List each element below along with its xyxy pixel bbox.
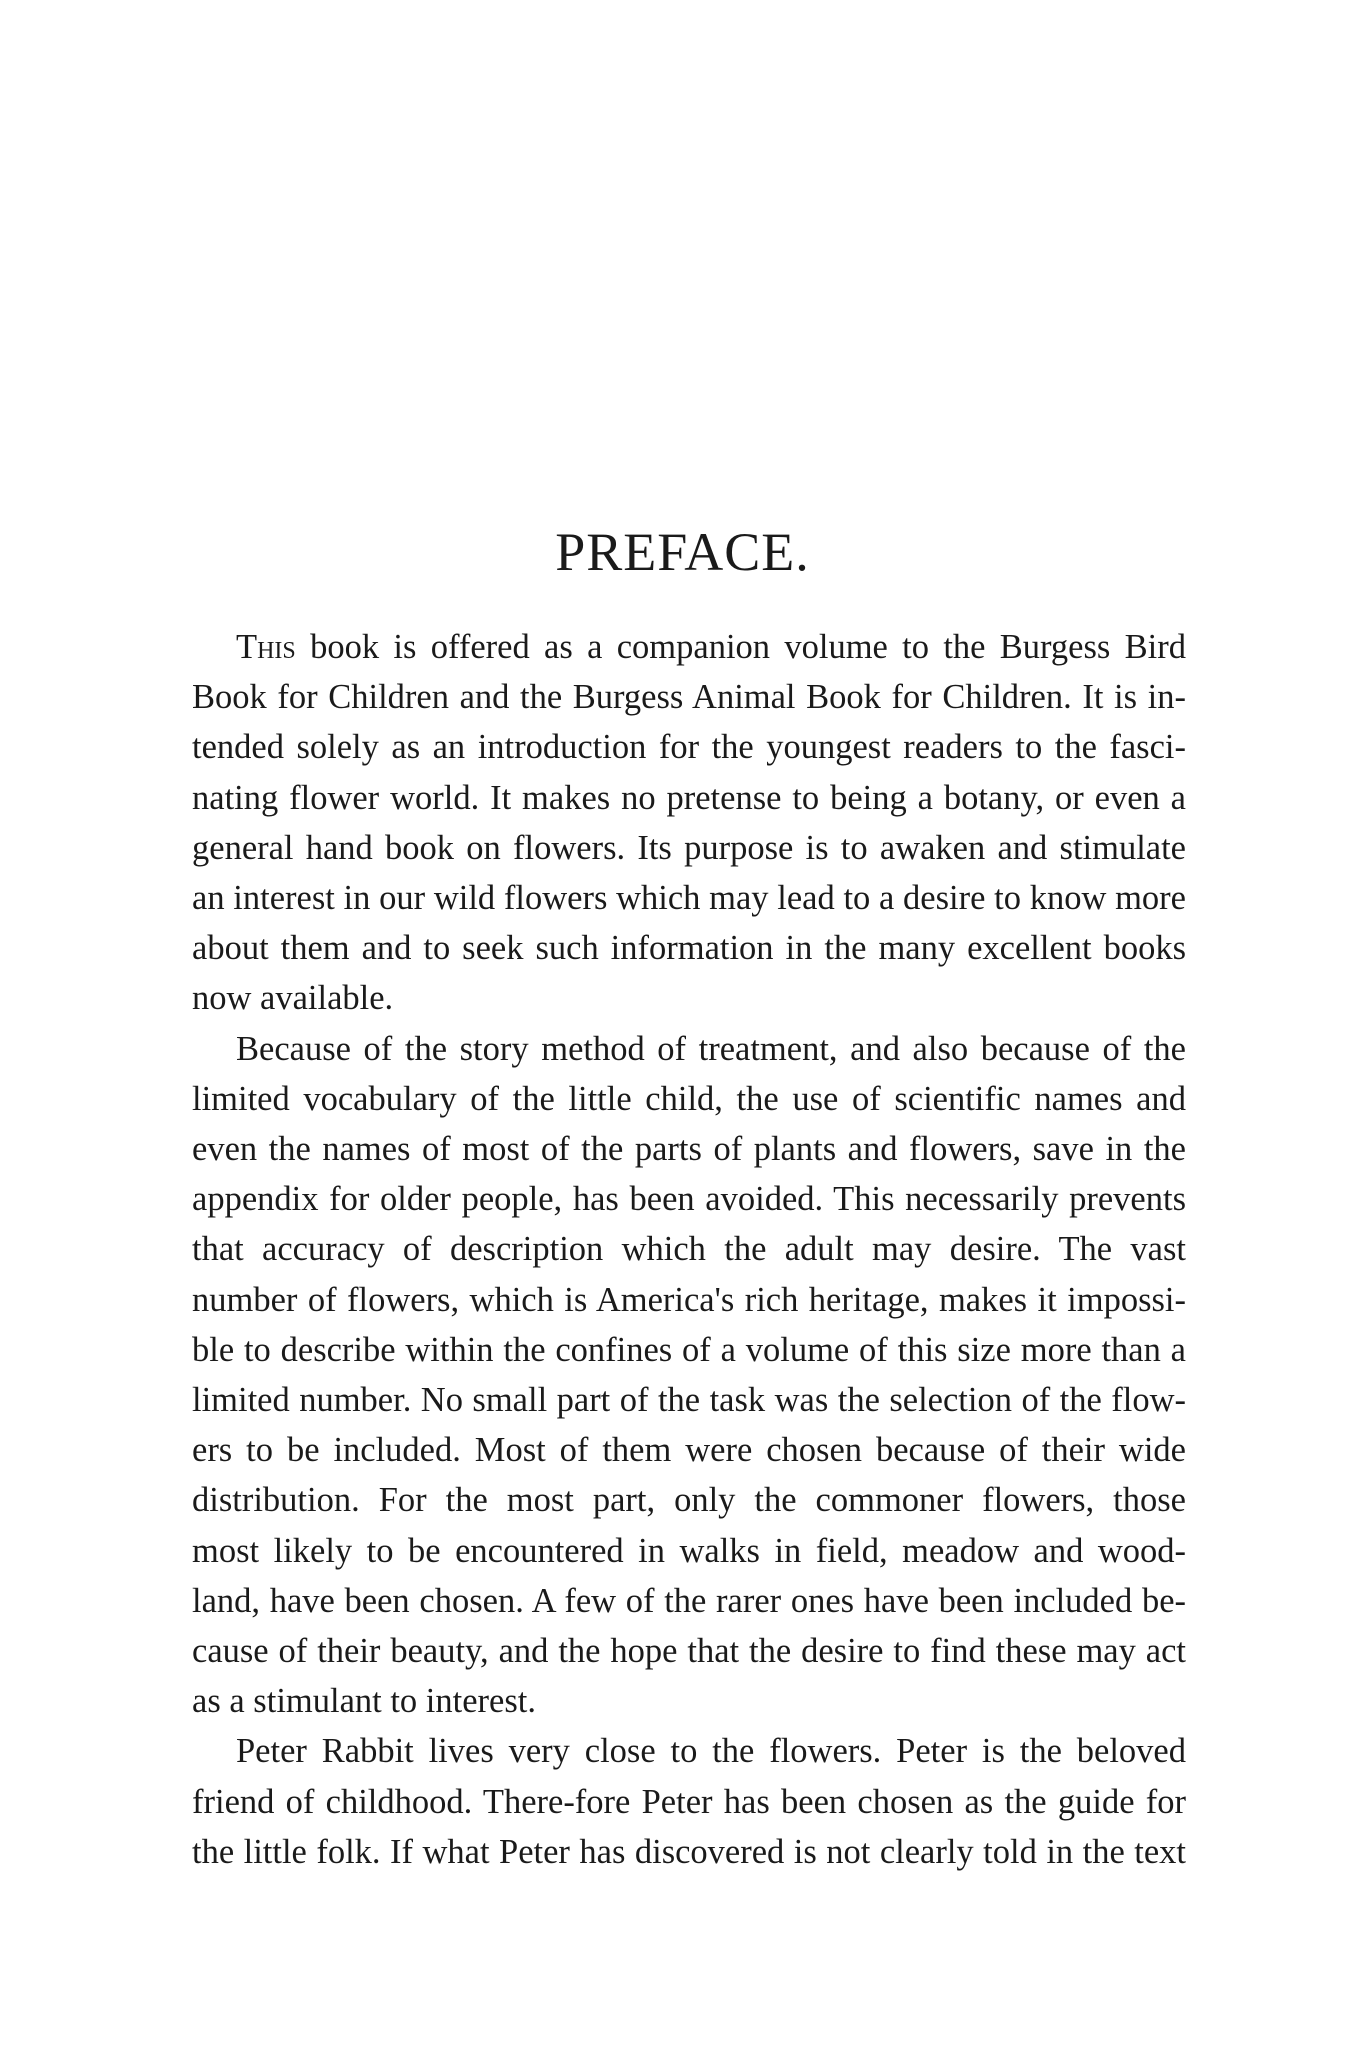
text-line: Because of the story method of treatment, and also because of the bbox=[236, 1029, 1186, 1068]
text-line: ers to be included. Most of them were chosen because of their wide bbox=[192, 1431, 1186, 1470]
text-line: friend of childhood. There-fore Peter has been chosen as the guide for bbox=[192, 1782, 1186, 1821]
text-line: nating flower world. It makes no pretense to being a botany, or even a bbox=[192, 778, 1186, 817]
text-line: distribution. For the most part, only the commoner flowers, those bbox=[192, 1481, 1186, 1520]
text-line: tended solely as an introduction for the youngest readers to the fasci- bbox=[192, 728, 1186, 767]
text-line: even the names of most of the parts of plants and flowers, save in the bbox=[192, 1130, 1186, 1169]
text-line: about them and to seek such information in the many excellent books bbox=[192, 929, 1186, 968]
text-line: limited number. No small part of the task was the selection of the flow- bbox=[192, 1381, 1186, 1420]
paragraph-2 bbox=[192, 1024, 1186, 1727]
text-line: general hand book on flowers. Its purpose is to awaken and stimulate bbox=[192, 828, 1186, 867]
text-line: as a stimulant to interest. bbox=[192, 1682, 536, 1721]
text-line bbox=[192, 622, 1186, 672]
page-title: PREFACE. bbox=[555, 522, 810, 582]
text-line: ble to describe within the confines of a volume of this size more than a bbox=[192, 1330, 1186, 1369]
text-line: most likely to be encountered in walks in field, meadow and wood- bbox=[192, 1531, 1186, 1570]
text-line: now available. bbox=[192, 979, 394, 1018]
drop-word: This bbox=[236, 628, 296, 666]
text-line: an interest in our wild flowers which may lead to a desire to know more bbox=[192, 879, 1186, 918]
text-line: number of flowers, which is America's rich heritage, makes it impossi- bbox=[192, 1280, 1186, 1319]
text-line: land, have been chosen. A few of the rarer ones have been included be- bbox=[192, 1581, 1186, 1620]
text-line: limited vocabulary of the little child, the use of scientific names and bbox=[192, 1079, 1186, 1118]
text-line: appendix for older people, has been avoided. This necessarily prevents bbox=[192, 1180, 1186, 1219]
text-line: that accuracy of description which the adult may desire. The vast bbox=[192, 1230, 1186, 1269]
text-line: cause of their beauty, and the hope that the desire to find these may act bbox=[192, 1632, 1186, 1671]
paragraph-1 bbox=[192, 622, 1186, 1024]
text-line: Book for Children and the Burgess Animal Book for Children. It is in- bbox=[192, 678, 1186, 717]
paragraph-3 bbox=[192, 1726, 1186, 1877]
preface-body bbox=[192, 622, 1186, 1877]
text-line: Peter Rabbit lives very close to the flowers. Peter is the beloved bbox=[236, 1732, 1186, 1771]
text-line: the little folk. If what Peter has discovered is not clearly told in the text bbox=[192, 1832, 1186, 1871]
text-line-rest: book is offered as a companion volume to the Burgess Bird bbox=[295, 628, 1186, 666]
